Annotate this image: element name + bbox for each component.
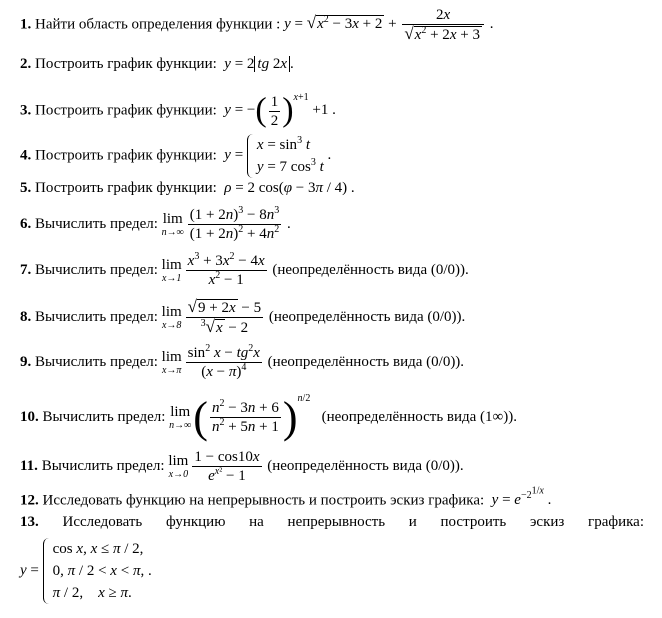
- task-4: [20, 134, 331, 178]
- task-7: [20, 252, 469, 289]
- task-11-text: Вычислить предел:: [41, 457, 165, 474]
- task-3-formula: y = −( $\frac{1}{2}$ )$^{x+1}$ +1 .: [224, 92, 336, 129]
- task-2-text: Построить график функции:: [35, 56, 217, 72]
- task-1-tail: :: [276, 16, 281, 33]
- task-12: [20, 486, 552, 509]
- task-11: [20, 448, 464, 485]
- task-8-text: Вычислить предел:: [35, 308, 158, 325]
- task-5-number: 5.: [20, 180, 32, 196]
- task-4-number: 4.: [20, 147, 32, 164]
- task-5: [20, 180, 355, 197]
- task-9-number: 9.: [20, 353, 32, 370]
- task-7-number: 7.: [20, 261, 32, 278]
- task-8-note: (неопределённость вида (0/0)).: [268, 308, 466, 325]
- task-6-number: 6.: [20, 215, 32, 232]
- task-3-number: 3.: [20, 102, 32, 119]
- task-8-formula: lim x→8 $\frac{√9 + 2x - 5}{^3√x - 2}$: [161, 297, 262, 336]
- task-2-number: 2.: [20, 56, 32, 72]
- task-2-formula: y = 2 tg 2x .: [224, 56, 294, 72]
- task-12-text: Исследовать функцию на непрерывность и построить эскиз графика:: [42, 492, 485, 509]
- task-8: [20, 298, 465, 337]
- task-12-number: 12.: [20, 492, 39, 509]
- task-3-text: Построить график функции:: [35, 102, 217, 119]
- task-12-formula: $y = e^{-2^{1/x}}$ .: [491, 486, 552, 509]
- task-10: [20, 392, 517, 443]
- task-3: [20, 92, 336, 130]
- task-9: [20, 344, 464, 381]
- task-8-number: 8.: [20, 308, 32, 325]
- task-7-note: (неопределённость вида (0/0)).: [272, 261, 469, 278]
- task-7-formula: lim x→1 $\frac{x^3 + 3x^2 - 4x}{x^2 - 1}$: [161, 251, 265, 288]
- task-9-text: Вычислить предел:: [35, 353, 158, 370]
- task-1-formula: $y = √x^2 - 3x + 2$ + $\frac{2x}{√x^2 + 2x + 3}$ .: [284, 7, 494, 43]
- task-5-formula: ρ = 2 cos(φ − 3π / 4) .: [224, 180, 355, 196]
- task-13: [20, 514, 644, 531]
- task-13-formula: y = cos x, x ≤ π / 2, 0, π / 2 < x < π, . π / 2, x ≥ π.: [20, 538, 152, 604]
- task-6: [20, 206, 291, 243]
- task-9-note: (неопределённость вида (0/0)).: [267, 353, 465, 370]
- task-11-number: 11.: [20, 457, 38, 474]
- task-13-text: Исследовать функцию на непрерывность и построить эскиз графика:: [62, 514, 644, 530]
- task-13-number: 13.: [20, 514, 39, 530]
- task-4-formula: y = $x = \sin^3 t$ y = 7 $\cos^3 t$ .: [221, 147, 332, 163]
- task-10-text: Вычислить предел:: [42, 408, 166, 425]
- task-6-formula: lim n→∞ $\frac{(1 + 2n)^3 - 8n^3}{(1 + 2n)^2 + 4n^2}$ .: [161, 205, 291, 242]
- task-7-text: Вычислить предел:: [35, 261, 158, 278]
- task-1-number: 1.: [20, 16, 32, 33]
- task-9-formula: lim x→π $\frac{\sin^2 x - tg^2x}{(x - \pi)^4}$: [161, 343, 260, 380]
- task-4-text: Построить график функции:: [35, 147, 217, 164]
- task-5-text: Построить график функции:: [35, 180, 217, 196]
- task-1: [20, 6, 493, 44]
- task-10-note: (неопределённость вида (1∞)).: [321, 408, 517, 425]
- task-13-system: cos x, x ≤ π / 2, 0, π / 2 < x < π, . π / 2, x ≥ π.: [43, 538, 152, 604]
- task-2: [20, 56, 294, 73]
- task-6-text: Вычислить предел:: [35, 215, 158, 232]
- task-1-text: Найти область определения функции: [35, 16, 273, 33]
- task-10-number: 10.: [20, 408, 39, 425]
- task-10-formula: lim n→∞ ( $\frac{n^2 - 3n + 6}{n^2 + 5n + 1}$ )$^{n/2}$: [169, 392, 311, 442]
- task-11-note: (неопределённость вида (0/0)).: [267, 457, 464, 474]
- task-11-formula: lim x→0 $\frac{1 - \cos 10x}{e^{x^2} - 1}$: [168, 449, 260, 484]
